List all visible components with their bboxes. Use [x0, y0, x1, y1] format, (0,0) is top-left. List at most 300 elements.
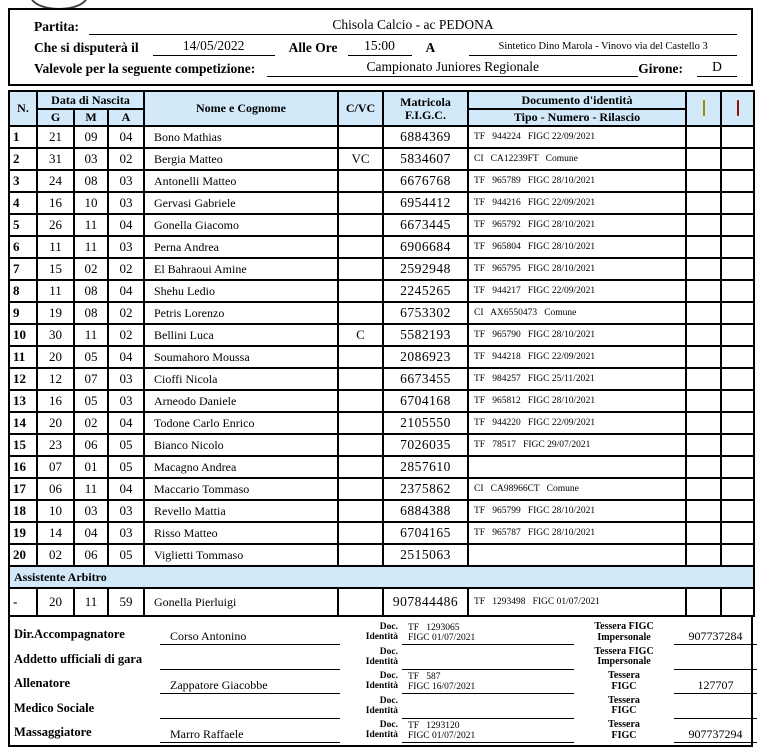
documento-value: TF 965792 FIGC 28/10/2021 — [468, 214, 686, 236]
tessera-value-field: 907737294 — [674, 727, 757, 743]
dob-year: 03 — [108, 500, 144, 522]
captain-flag — [338, 544, 383, 566]
doc-label-line1: Doc. — [379, 646, 398, 657]
tessera-value-field: 907737284 — [674, 629, 757, 645]
player-number: 9 — [9, 302, 37, 324]
dob-day: 16 — [37, 390, 74, 412]
captain-flag — [338, 192, 383, 214]
doc-line2: FIGC 01/07/2021 — [408, 730, 476, 741]
player-name: Gervasi Gabriele — [144, 192, 338, 214]
red-card-cell — [721, 236, 754, 258]
table-row — [9, 302, 754, 324]
player-number: 2 — [9, 148, 37, 170]
time-label: Alle Ore — [288, 40, 338, 56]
matricola-value: 907844486 — [383, 588, 468, 616]
red-card-cell — [721, 126, 754, 148]
date-time-row — [34, 38, 737, 56]
tessera-value-field — [674, 654, 757, 670]
player-number: - — [9, 588, 37, 616]
doc-line1: TF 1293065 — [408, 622, 460, 633]
matricola-value: 2245265 — [383, 280, 468, 302]
staff-name-field — [160, 654, 340, 670]
dob-year: 02 — [108, 324, 144, 346]
partita-row — [34, 17, 737, 35]
table-row — [9, 192, 754, 214]
yellow-card-icon — [703, 100, 705, 116]
at-label: A — [425, 40, 436, 56]
documento-value: TF 965812 FIGC 28/10/2021 — [468, 390, 686, 412]
documento-value: TF 944216 FIGC 22/09/2021 — [468, 192, 686, 214]
doc-line1: TF 587 — [408, 671, 441, 682]
dob-day: 16 — [37, 192, 74, 214]
yellow-card-cell — [686, 236, 721, 258]
header-name: Nome e Cognome — [144, 91, 338, 126]
dob-day: 19 — [37, 302, 74, 324]
documento-value: TF 965799 FIGC 28/10/2021 — [468, 500, 686, 522]
matricola-value: 5834607 — [383, 148, 468, 170]
table-row — [9, 236, 754, 258]
player-number: 3 — [9, 170, 37, 192]
player-number: 16 — [9, 456, 37, 478]
doc-identita-label — [346, 623, 402, 645]
staff-role-label: Massaggiatore — [14, 725, 92, 739]
tessera-label-line2: Impersonale — [597, 631, 651, 643]
player-name: Bellini Luca — [144, 324, 338, 346]
red-card-cell — [721, 434, 754, 456]
dob-month: 02 — [74, 412, 108, 434]
dob-day: 23 — [37, 434, 74, 456]
table-row — [9, 544, 754, 566]
red-card-cell — [721, 346, 754, 368]
yellow-card-cell — [686, 390, 721, 412]
table-row — [9, 390, 754, 412]
player-name: Arneodo Daniele — [144, 390, 338, 412]
dob-year: 02 — [108, 302, 144, 324]
doc-label-line1: Doc. — [379, 720, 398, 731]
captain-flag — [338, 258, 383, 280]
documento-value: TF 965789 FIGC 28/10/2021 — [468, 170, 686, 192]
dob-month: 05 — [74, 390, 108, 412]
documento-value: TF 965804 FIGC 28/10/2021 — [468, 236, 686, 258]
girone-label: Girone: — [638, 61, 683, 77]
tessera-label-line1: Tessera FIGC — [594, 621, 654, 632]
staff-name-field — [160, 703, 340, 719]
assistant-section-row — [9, 566, 754, 588]
yellow-card-cell — [686, 302, 721, 324]
documento-value: TF 1293498 FIGC 01/07/2021 — [468, 588, 686, 616]
staff-role-label: Allenatore — [14, 676, 71, 690]
header-documento: Documento d'identità — [468, 91, 686, 109]
red-card-cell — [721, 148, 754, 170]
assistant-body — [9, 566, 754, 616]
captain-flag — [338, 280, 383, 302]
table-row — [9, 324, 754, 346]
player-name: Bergia Matteo — [144, 148, 338, 170]
dob-day: 20 — [37, 588, 74, 616]
dob-day: 24 — [37, 170, 74, 192]
dob-month: 07 — [74, 368, 108, 390]
dob-month: 10 — [74, 192, 108, 214]
player-name: Bianco Nicolo — [144, 434, 338, 456]
doc-identita-label — [346, 697, 402, 719]
dob-year: 05 — [108, 544, 144, 566]
dob-day: 02 — [37, 544, 74, 566]
player-name: Antonelli Matteo — [144, 170, 338, 192]
dob-year: 03 — [108, 170, 144, 192]
matricola-value: 5582193 — [383, 324, 468, 346]
red-card-cell — [721, 324, 754, 346]
captain-flag — [338, 214, 383, 236]
dob-day: 21 — [37, 126, 74, 148]
dob-year: 04 — [108, 126, 144, 148]
table-row — [9, 434, 754, 456]
red-card-cell — [721, 478, 754, 500]
player-name: Soumahoro Moussa — [144, 346, 338, 368]
player-number: 18 — [9, 500, 37, 522]
yellow-card-cell — [686, 588, 721, 616]
yellow-card-cell — [686, 258, 721, 280]
matricola-value: 2857610 — [383, 456, 468, 478]
captain-flag — [338, 390, 383, 412]
doc-label-line2: Identità — [365, 656, 398, 667]
tessera-label-line2: FIGC — [611, 705, 637, 716]
player-number: 5 — [9, 214, 37, 236]
red-card-cell — [721, 522, 754, 544]
yellow-card-cell — [686, 522, 721, 544]
yellow-card-cell — [686, 412, 721, 434]
dob-month: 11 — [74, 324, 108, 346]
staff-name-field: Marro Raffaele — [160, 727, 340, 743]
documento-value: TF 944224 FIGC 22/09/2021 — [468, 126, 686, 148]
dob-day: 06 — [37, 478, 74, 500]
table-row — [9, 258, 754, 280]
tessera-label-line1: Tessera — [608, 670, 640, 681]
yellow-card-cell — [686, 368, 721, 390]
captain-flag — [338, 236, 383, 258]
table-row — [9, 126, 754, 148]
matricola-value: 6753302 — [383, 302, 468, 324]
matricola-value: 6884388 — [383, 500, 468, 522]
table-row — [9, 170, 754, 192]
player-number: 12 — [9, 368, 37, 390]
dob-month: 06 — [74, 434, 108, 456]
yellow-card-cell — [686, 500, 721, 522]
red-card-cell — [721, 456, 754, 478]
tessera-label — [574, 647, 674, 670]
dob-day: 20 — [37, 346, 74, 368]
captain-flag — [338, 126, 383, 148]
header-tipo: Tipo - Numero - Rilascio — [468, 109, 686, 126]
table-row — [9, 478, 754, 500]
doc-label-line2: Identità — [365, 632, 398, 643]
documento-value: CI CA98966CT Comune — [468, 478, 686, 500]
dob-month: 05 — [74, 346, 108, 368]
red-card-cell — [721, 192, 754, 214]
matricola-value: 6954412 — [383, 192, 468, 214]
dob-day: 20 — [37, 412, 74, 434]
player-name: Gonella Pierluigi — [144, 588, 338, 616]
captain-flag: VC — [338, 148, 383, 170]
doc-identita-label — [346, 672, 402, 694]
header-matricola-line2: F.I.G.C. — [405, 107, 446, 122]
documento-value: TF 944217 FIGC 22/09/2021 — [468, 280, 686, 302]
red-card-cell — [721, 214, 754, 236]
player-name: Viglietti Tommaso — [144, 544, 338, 566]
red-card-cell — [721, 280, 754, 302]
table-row — [9, 456, 754, 478]
yellow-card-cell — [686, 346, 721, 368]
red-card-cell — [721, 368, 754, 390]
dob-month: 06 — [74, 544, 108, 566]
staff-role-label: Addetto ufficiali di gara — [14, 651, 143, 666]
doc-identita-label — [346, 648, 402, 670]
red-card-cell — [721, 258, 754, 280]
player-name: Bono Mathias — [144, 126, 338, 148]
player-name: El Bahraoui Amine — [144, 258, 338, 280]
tessera-value-field: 127707 — [674, 678, 757, 694]
red-card-cell — [721, 412, 754, 434]
yellow-card-cell — [686, 170, 721, 192]
red-card-icon — [737, 100, 739, 116]
girone-value: D — [697, 59, 737, 77]
dob-month: 03 — [74, 500, 108, 522]
yellow-card-cell — [686, 148, 721, 170]
player-name: Macagno Andrea — [144, 456, 338, 478]
captain-flag — [338, 456, 383, 478]
red-card-cell — [721, 170, 754, 192]
tessera-label-line1: Tessera FIGC — [594, 645, 654, 657]
staff-rows — [14, 621, 745, 743]
player-number: 17 — [9, 478, 37, 500]
player-name: Shehu Ledio — [144, 280, 338, 302]
dob-month: 04 — [74, 522, 108, 544]
dob-day: 26 — [37, 214, 74, 236]
dob-year: 03 — [108, 390, 144, 412]
staff-row — [14, 719, 745, 743]
red-card-cell — [721, 588, 754, 616]
staff-doc-field — [402, 695, 574, 719]
table-row — [9, 280, 754, 302]
header-matricola-line1: Matricola — [400, 94, 451, 109]
player-number: 10 — [9, 324, 37, 346]
matricola-value: 2375862 — [383, 478, 468, 500]
matricola-value: 6906684 — [383, 236, 468, 258]
staff-name-field: Zappatore Giacobbe — [160, 678, 340, 694]
partita-value: Chisola Calcio - ac PEDONA — [89, 17, 737, 35]
dob-day: 14 — [37, 522, 74, 544]
table-row — [9, 148, 754, 170]
player-name: Todone Carlo Enrico — [144, 412, 338, 434]
matricola-value: 6704165 — [383, 522, 468, 544]
captain-flag — [338, 346, 383, 368]
matricola-value: 2086923 — [383, 346, 468, 368]
dob-month: 01 — [74, 456, 108, 478]
dob-day: 07 — [37, 456, 74, 478]
staff-row — [14, 670, 745, 694]
dob-day: 31 — [37, 148, 74, 170]
dob-year: 03 — [108, 192, 144, 214]
dob-day: 12 — [37, 368, 74, 390]
captain-flag — [338, 478, 383, 500]
captain-flag — [338, 412, 383, 434]
staff-role-label: Medico Sociale — [14, 700, 95, 715]
captain-flag — [338, 522, 383, 544]
matricola-value: 6704168 — [383, 390, 468, 412]
player-number: 13 — [9, 390, 37, 412]
header-m: M — [74, 109, 108, 126]
tessera-label-line1: Tessera — [608, 694, 640, 706]
header-cvc: C/VC — [338, 91, 383, 126]
table-row — [9, 346, 754, 368]
player-name: Gonella Giacomo — [144, 214, 338, 236]
staff-section — [8, 617, 753, 747]
dob-day: 30 — [37, 324, 74, 346]
roster-header — [9, 91, 754, 126]
player-number: 7 — [9, 258, 37, 280]
dob-day: 11 — [37, 280, 74, 302]
player-name: Risso Matteo — [144, 522, 338, 544]
header-g: G — [37, 109, 74, 126]
staff-doc-field — [402, 719, 574, 743]
player-number: 14 — [9, 412, 37, 434]
roster-table — [8, 90, 755, 617]
assistant-section-label: Assistente Arbitro — [9, 566, 754, 588]
player-number: 6 — [9, 236, 37, 258]
date-label: Che si disputerà il — [34, 40, 139, 56]
doc-line2: FIGC 16/07/2021 — [408, 681, 476, 692]
dob-year: 04 — [108, 412, 144, 434]
dob-month: 11 — [74, 588, 108, 616]
yellow-card-cell — [686, 192, 721, 214]
doc-label-line2: Identità — [365, 705, 398, 716]
tessera-label — [574, 622, 674, 645]
table-row — [9, 522, 754, 544]
venue-value: Sintetico Dino Marola - Vinovo via del Castello 3 — [469, 41, 737, 56]
captain-flag — [338, 588, 383, 616]
matricola-value: 6676768 — [383, 170, 468, 192]
dob-year: 03 — [108, 522, 144, 544]
header-yellow-card — [686, 91, 721, 126]
dob-day: 10 — [37, 500, 74, 522]
dob-month: 11 — [74, 236, 108, 258]
captain-flag: C — [338, 324, 383, 346]
staff-name-field: Corso Antonino — [160, 629, 340, 645]
dob-month: 08 — [74, 280, 108, 302]
red-card-cell — [721, 544, 754, 566]
matricola-value: 7026035 — [383, 434, 468, 456]
staff-role-label: Dir.Accompagnatore — [14, 627, 125, 641]
dob-month: 02 — [74, 258, 108, 280]
documento-value: TF 944218 FIGC 22/09/2021 — [468, 346, 686, 368]
staff-doc-field — [402, 670, 574, 694]
table-row — [9, 500, 754, 522]
header-red-card — [721, 91, 754, 126]
staff-row — [14, 646, 745, 670]
yellow-card-cell — [686, 126, 721, 148]
matricola-value: 2105550 — [383, 412, 468, 434]
tessera-label-line1: Tessera — [608, 719, 640, 730]
doc-label-line1: Doc. — [379, 695, 398, 706]
dob-year: 03 — [108, 368, 144, 390]
documento-value: TF 965795 FIGC 28/10/2021 — [468, 258, 686, 280]
yellow-card-cell — [686, 280, 721, 302]
dob-day: 11 — [37, 236, 74, 258]
dob-year: 04 — [108, 280, 144, 302]
staff-doc-field — [402, 646, 574, 670]
match-sheet — [8, 8, 753, 747]
player-name: Perna Andrea — [144, 236, 338, 258]
player-number: 1 — [9, 126, 37, 148]
documento-value — [468, 544, 686, 566]
captain-flag — [338, 368, 383, 390]
yellow-card-cell — [686, 544, 721, 566]
competition-value: Campionato Juniores Regionale — [267, 59, 638, 77]
doc-line1: TF 1293120 — [408, 720, 460, 731]
doc-label-line2: Identità — [365, 730, 398, 741]
assistant-referee-row — [9, 588, 754, 616]
staff-row — [14, 621, 745, 645]
dob-year: 05 — [108, 456, 144, 478]
red-card-cell — [721, 500, 754, 522]
tessera-label-line2: Impersonale — [597, 656, 651, 667]
documento-value: TF 965787 FIGC 28/10/2021 — [468, 522, 686, 544]
dob-month: 09 — [74, 126, 108, 148]
matricola-value: 2515063 — [383, 544, 468, 566]
header-dob: Data di Nascita — [37, 91, 144, 109]
player-name: Petris Lorenzo — [144, 302, 338, 324]
matricola-value: 6673455 — [383, 368, 468, 390]
documento-value: TF 78517 FIGC 29/07/2021 — [468, 434, 686, 456]
captain-flag — [338, 434, 383, 456]
dob-year: 04 — [108, 478, 144, 500]
dob-year: 02 — [108, 258, 144, 280]
staff-doc-field — [402, 621, 574, 645]
player-name: Cioffi Nicola — [144, 368, 338, 390]
dob-month: 03 — [74, 148, 108, 170]
player-number: 8 — [9, 280, 37, 302]
player-name: Revello Mattia — [144, 500, 338, 522]
table-row — [9, 368, 754, 390]
player-number: 15 — [9, 434, 37, 456]
player-number: 11 — [9, 346, 37, 368]
table-row — [9, 214, 754, 236]
match-info-box — [8, 8, 753, 86]
tessera-label-line2: FIGC — [611, 680, 637, 692]
player-number: 19 — [9, 522, 37, 544]
dob-year: 04 — [108, 346, 144, 368]
player-name: Maccario Tommaso — [144, 478, 338, 500]
tessera-value-field — [674, 703, 757, 719]
yellow-card-cell — [686, 324, 721, 346]
captain-flag — [338, 170, 383, 192]
documento-value — [468, 456, 686, 478]
matricola-value: 2592948 — [383, 258, 468, 280]
player-number: 20 — [9, 544, 37, 566]
dob-year: 05 — [108, 434, 144, 456]
tessera-label — [574, 696, 674, 719]
header-matricola — [383, 91, 468, 126]
yellow-card-cell — [686, 434, 721, 456]
documento-value: TF 965790 FIGC 28/10/2021 — [468, 324, 686, 346]
doc-line2: FIGC 01/07/2021 — [408, 632, 476, 643]
tessera-label — [574, 671, 674, 694]
dob-month: 08 — [74, 302, 108, 324]
documento-value: CI CA12239FT Comune — [468, 148, 686, 170]
dob-month: 11 — [74, 478, 108, 500]
captain-flag — [338, 302, 383, 324]
dob-year: 59 — [108, 588, 144, 616]
documento-value: TF 944220 FIGC 22/09/2021 — [468, 412, 686, 434]
